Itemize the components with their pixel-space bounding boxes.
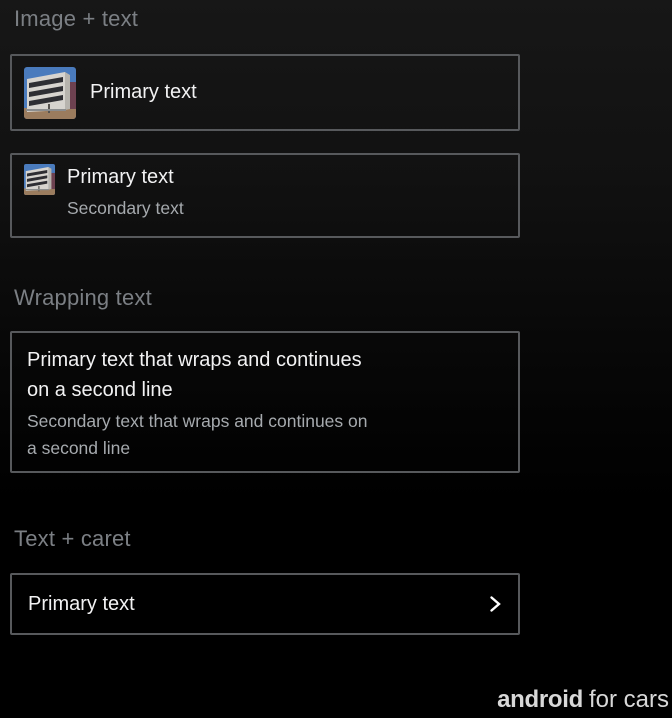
secondary-text-line: a second line	[27, 438, 131, 458]
primary-text	[27, 345, 503, 405]
section-header-wrapping-text: Wrapping text	[14, 285, 152, 310]
primary-text: Primary text	[67, 166, 174, 188]
list-item-wrapping-text[interactable]	[10, 331, 520, 473]
section-header-image-text: Image + text	[14, 6, 139, 31]
primary-text-line: Primary text that wraps and continues	[27, 349, 362, 371]
primary-text: Primary text	[28, 592, 135, 615]
section-header-text-caret: Text + caret	[14, 526, 131, 551]
building-image	[24, 164, 55, 195]
list-item-image-two-lines[interactable]	[10, 153, 520, 238]
primary-text-line: on a second line	[27, 379, 173, 401]
text-column	[67, 162, 184, 220]
chevron-right-icon	[488, 594, 502, 614]
secondary-text: Secondary text	[67, 198, 184, 218]
building-image	[24, 67, 76, 119]
list-item-text-caret[interactable]	[10, 573, 520, 635]
secondary-text-line: Secondary text that wraps and continues on	[27, 411, 368, 431]
list-item-image-primary[interactable]	[10, 54, 520, 131]
brand-android: android	[497, 686, 583, 713]
secondary-text	[27, 408, 503, 462]
primary-text: Primary text	[90, 81, 197, 103]
android-for-cars-logo	[497, 686, 669, 714]
brand-for-cars: for cars	[588, 686, 669, 713]
